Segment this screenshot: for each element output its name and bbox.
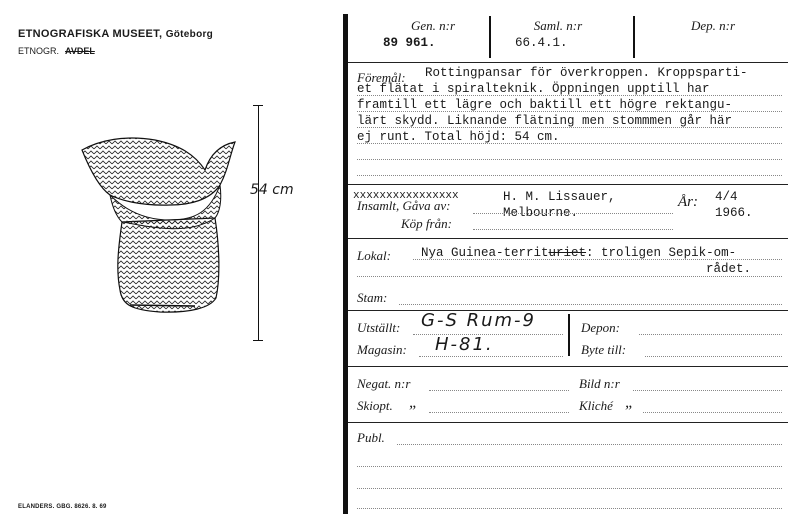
lokal-line-1-struck: uriet xyxy=(548,246,587,260)
byte-label: Byte till: xyxy=(581,342,627,357)
insamlt-label: Insamlt, Gåva av: xyxy=(357,198,451,213)
lokal-label-text: Lokal: xyxy=(357,248,391,263)
measure-tick-bottom xyxy=(253,340,263,341)
measure-label: 54 cm xyxy=(250,182,294,198)
negat-rule xyxy=(348,422,788,423)
lokal-line-1-b: : troligen Sepik-om- xyxy=(586,246,737,260)
saml-value: 66.4.1. xyxy=(515,36,568,50)
foremal-rule xyxy=(348,184,788,185)
gen-value: 89 961. xyxy=(383,36,436,50)
header-rule xyxy=(348,62,788,63)
object-body-shape xyxy=(118,218,219,312)
object-base-line xyxy=(130,305,195,306)
lokal-label xyxy=(357,248,391,264)
lokal-line-1-a: Nya Guinea-territ xyxy=(421,246,549,260)
skiopt-ditto: „ xyxy=(409,394,418,411)
foremal-line-3: framtill ett lägre och baktill ett högre rektangu- xyxy=(357,98,733,112)
measure-line xyxy=(258,105,259,340)
measure-tick-top xyxy=(253,105,263,106)
lokal-line-1 xyxy=(421,246,736,260)
museum-name-text: ETNOGRAFISKA MUSEET, xyxy=(18,28,163,40)
insamlt-strikeout: xxxxxxxxxxxxxxxx xyxy=(353,190,459,202)
dep-label: Dep. n:r xyxy=(690,18,736,33)
utstallt-divider xyxy=(568,314,570,356)
kliche-ditto: „ xyxy=(625,394,634,411)
negat-label: Negat. n:r xyxy=(357,376,411,391)
foremal-line-1: Rottingpansar för överkroppen. Kroppsparti- xyxy=(425,66,748,80)
printer-imprint: ELANDERS. GBG. 8626. 8. 69 xyxy=(18,504,107,510)
museum-city: Göteborg xyxy=(165,29,214,40)
ar-year: 1966. xyxy=(715,206,753,220)
utstallt-label: Utställt: xyxy=(357,320,401,335)
bild-label: Bild n:r xyxy=(579,376,620,391)
header-divider-2 xyxy=(633,16,635,58)
etnogr-label xyxy=(18,46,95,56)
kop-label: Köp från: xyxy=(401,216,452,231)
object-collar-shape xyxy=(82,138,235,205)
etnogr-struck-text: AVDEL xyxy=(65,46,95,56)
ar-date: 4/4 xyxy=(715,190,738,204)
foremal-line-4: lärt skydd. Liknande flätning men stommmen går här xyxy=(357,114,733,128)
stam-rule xyxy=(348,310,788,311)
catalogue-card xyxy=(343,14,788,514)
card-left-border xyxy=(343,14,348,514)
depon-label: Depon: xyxy=(581,320,620,335)
kliche-label: Kliché xyxy=(579,398,613,413)
foremal-label: Föremål: xyxy=(357,70,406,85)
lokal-line-2: rådet. xyxy=(706,262,752,276)
skiopt-label: Skiopt. xyxy=(357,398,393,413)
magasin-value: H-81. xyxy=(435,334,494,355)
museum-name xyxy=(18,28,213,40)
etnogr-text: ETNOGR. xyxy=(18,46,60,56)
publ-label: Publ. xyxy=(357,430,385,445)
utstallt-value: G-S Rum-9 xyxy=(421,310,536,331)
saml-label: Saml. n:r xyxy=(533,18,583,33)
foremal-line-5: ej runt. Total höjd: 54 cm. xyxy=(357,130,560,144)
ar-label: År: xyxy=(678,194,698,210)
insamlt-rule xyxy=(348,238,788,239)
source-city: Melbourne. xyxy=(503,206,579,220)
object-drawing xyxy=(70,100,270,335)
source-name: H. M. Lissauer, xyxy=(503,190,616,204)
stam-label: Stam: xyxy=(357,290,388,305)
utstallt-rule xyxy=(348,366,788,367)
magasin-label: Magasin: xyxy=(357,342,407,357)
gen-label: Gen. n:r xyxy=(410,18,456,33)
header-divider-1 xyxy=(489,16,491,58)
foremal-line-2: et flätat i spiralteknik. Öppningen upptill har xyxy=(357,82,710,96)
